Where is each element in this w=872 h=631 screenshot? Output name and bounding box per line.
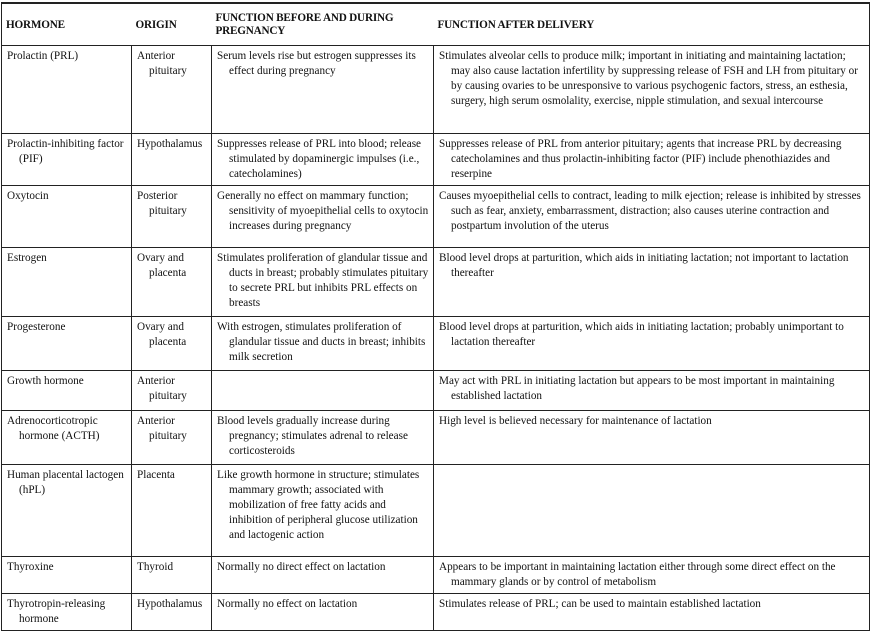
hormone-name: Prolactin (PRL) — [7, 50, 79, 62]
table-row — [2, 557, 870, 594]
after-cell — [434, 186, 870, 248]
origin-cell — [132, 557, 212, 594]
after-text: Suppresses release of PRL from anterior pituitary; agents that increase PRL by decreasing catecholamines and thus prolactin-inhibiting factor (PIF) include phenothiazides and reserpine — [439, 138, 842, 180]
hormone-name: Human placental lactogen (hPL) — [7, 469, 124, 496]
origin-text: Anterior pituitary — [137, 415, 187, 442]
hormone-name: Oxytocin — [7, 190, 49, 202]
before-text: Suppresses release of PRL into blood; release stimulated by dopaminergic impulses (i.e., catecholamines) — [217, 138, 422, 180]
before-cell — [212, 317, 434, 371]
before-cell — [212, 465, 434, 557]
origin-cell — [132, 411, 212, 465]
after-text: High level is believed necessary for maintenance of lactation — [439, 415, 712, 427]
before-cell — [212, 371, 434, 411]
header-function-after: FUNCTION AFTER DELIVERY — [434, 3, 870, 46]
after-text: Blood level drops at parturition, which aids in initiating lactation; probably unimportant to lactation thereafter — [439, 321, 844, 348]
after-text: Stimulates alveolar cells to produce milk; important in initiating and maintaining lactation; may also cause lactation infertility by suppressing release of FSH and LH from pituitary or by causing ovaries to be unresponsive to various psychogenic factors, stress, an esthesia, surgery, high serum osmolality, exercise, nipple stimulation, and sexual intercourse — [439, 50, 858, 107]
origin-cell — [132, 465, 212, 557]
after-text: Appears to be important in maintaining lactation either through some direct effect on the mammary glands or by control of metabolism — [439, 561, 836, 588]
hormone-cell — [2, 46, 132, 134]
before-cell — [212, 186, 434, 248]
origin-cell — [132, 134, 212, 186]
before-cell — [212, 411, 434, 465]
hormone-cell — [2, 371, 132, 411]
origin-text: Anterior pituitary — [137, 375, 187, 402]
after-cell — [434, 465, 870, 557]
before-cell — [212, 46, 434, 134]
after-text: Causes myoepithelial cells to contract, leading to milk ejection; release is inhibited by stresses such as fear, anxiety, embarrassment, distraction; also causes uterine contraction and postpartum involution of the uterus — [439, 190, 861, 232]
origin-cell — [132, 248, 212, 317]
origin-cell — [132, 186, 212, 248]
before-text: Like growth hormone in structure; stimulates mammary growth; associated with mobilization of free fatty acids and inhibition of peripheral glucose utilization and lactogenic action — [217, 469, 420, 541]
origin-text: Thyroid — [137, 561, 174, 573]
table-header-row — [2, 3, 870, 46]
hormone-cell — [2, 134, 132, 186]
origin-text: Anterior pituitary — [137, 50, 187, 77]
hormone-name: Progesterone — [7, 321, 66, 333]
table-row — [2, 594, 870, 631]
origin-cell — [132, 317, 212, 371]
table-row — [2, 411, 870, 465]
table-row — [2, 186, 870, 248]
origin-text: Placenta — [137, 469, 175, 481]
hormone-name: Growth hormone — [7, 375, 84, 387]
hormone-cell — [2, 594, 132, 631]
hormone-cell — [2, 248, 132, 317]
hormone-name: Thyrotropin-releasing hormone — [7, 598, 106, 625]
hormone-cell — [2, 557, 132, 594]
origin-cell — [132, 594, 212, 631]
after-text: Stimulates release of PRL; can be used to maintain established lactation — [439, 598, 761, 610]
origin-text: Hypothalamus — [137, 138, 203, 150]
table-row — [2, 371, 870, 411]
header-origin: ORIGIN — [132, 3, 212, 46]
before-text: Stimulates proliferation of glandular tissue and ducts in breast; probably stimulates pituitary to secrete PRL but inhibits PRL effects on breasts — [217, 252, 429, 309]
after-cell — [434, 371, 870, 411]
hormone-cell — [2, 186, 132, 248]
after-text: Blood level drops at parturition, which aids in initiating lactation; not important to lactation thereafter — [439, 252, 849, 279]
hormone-cell — [2, 317, 132, 371]
hormone-table — [1, 2, 870, 631]
table-row — [2, 248, 870, 317]
before-cell — [212, 557, 434, 594]
before-cell — [212, 594, 434, 631]
table-row — [2, 46, 870, 134]
after-cell — [434, 46, 870, 134]
hormone-name: Prolactin-inhibiting factor (PIF) — [7, 138, 124, 165]
header-hormone: HORMONE — [2, 3, 132, 46]
hormone-name: Thyroxine — [7, 561, 54, 573]
hormone-name: Estrogen — [7, 252, 47, 264]
after-cell — [434, 317, 870, 371]
after-text: May act with PRL in initiating lactation but appears to be most important in maintaining established lactation — [439, 375, 835, 402]
hormone-name: Adrenocorticotropic hormone (ACTH) — [7, 415, 100, 442]
before-text: Normally no direct effect on lactation — [217, 561, 386, 573]
after-cell — [434, 557, 870, 594]
before-text: Serum levels rise but estrogen suppresses its effect during pregnancy — [217, 50, 416, 77]
hormone-cell — [2, 411, 132, 465]
hormone-cell — [2, 465, 132, 557]
before-cell — [212, 248, 434, 317]
origin-text: Ovary and placenta — [137, 321, 187, 348]
before-text: Normally no effect on lactation — [217, 598, 358, 610]
table-row — [2, 134, 870, 186]
origin-text: Posterior pituitary — [137, 190, 187, 217]
origin-cell — [132, 46, 212, 134]
table-row — [2, 465, 870, 557]
before-text: With estrogen, stimulates proliferation of glandular tissue and ducts in breast; inhibits milk secretion — [217, 321, 426, 363]
after-cell — [434, 594, 870, 631]
header-function-before: FUNCTION BEFORE AND DURING PREGNANCY — [212, 3, 434, 46]
after-cell — [434, 248, 870, 317]
table-row — [2, 317, 870, 371]
before-text: Generally no effect on mammary function; sensitivity of myoepithelial cells to oxytocin increases during pregnancy — [217, 190, 429, 232]
origin-cell — [132, 371, 212, 411]
origin-text: Ovary and placenta — [137, 252, 187, 279]
before-cell — [212, 134, 434, 186]
after-cell — [434, 411, 870, 465]
before-text: Blood levels gradually increase during pregnancy; stimulates adrenal to release corticosteroids — [217, 415, 408, 457]
after-cell — [434, 134, 870, 186]
origin-text: Hypothalamus — [137, 598, 203, 610]
